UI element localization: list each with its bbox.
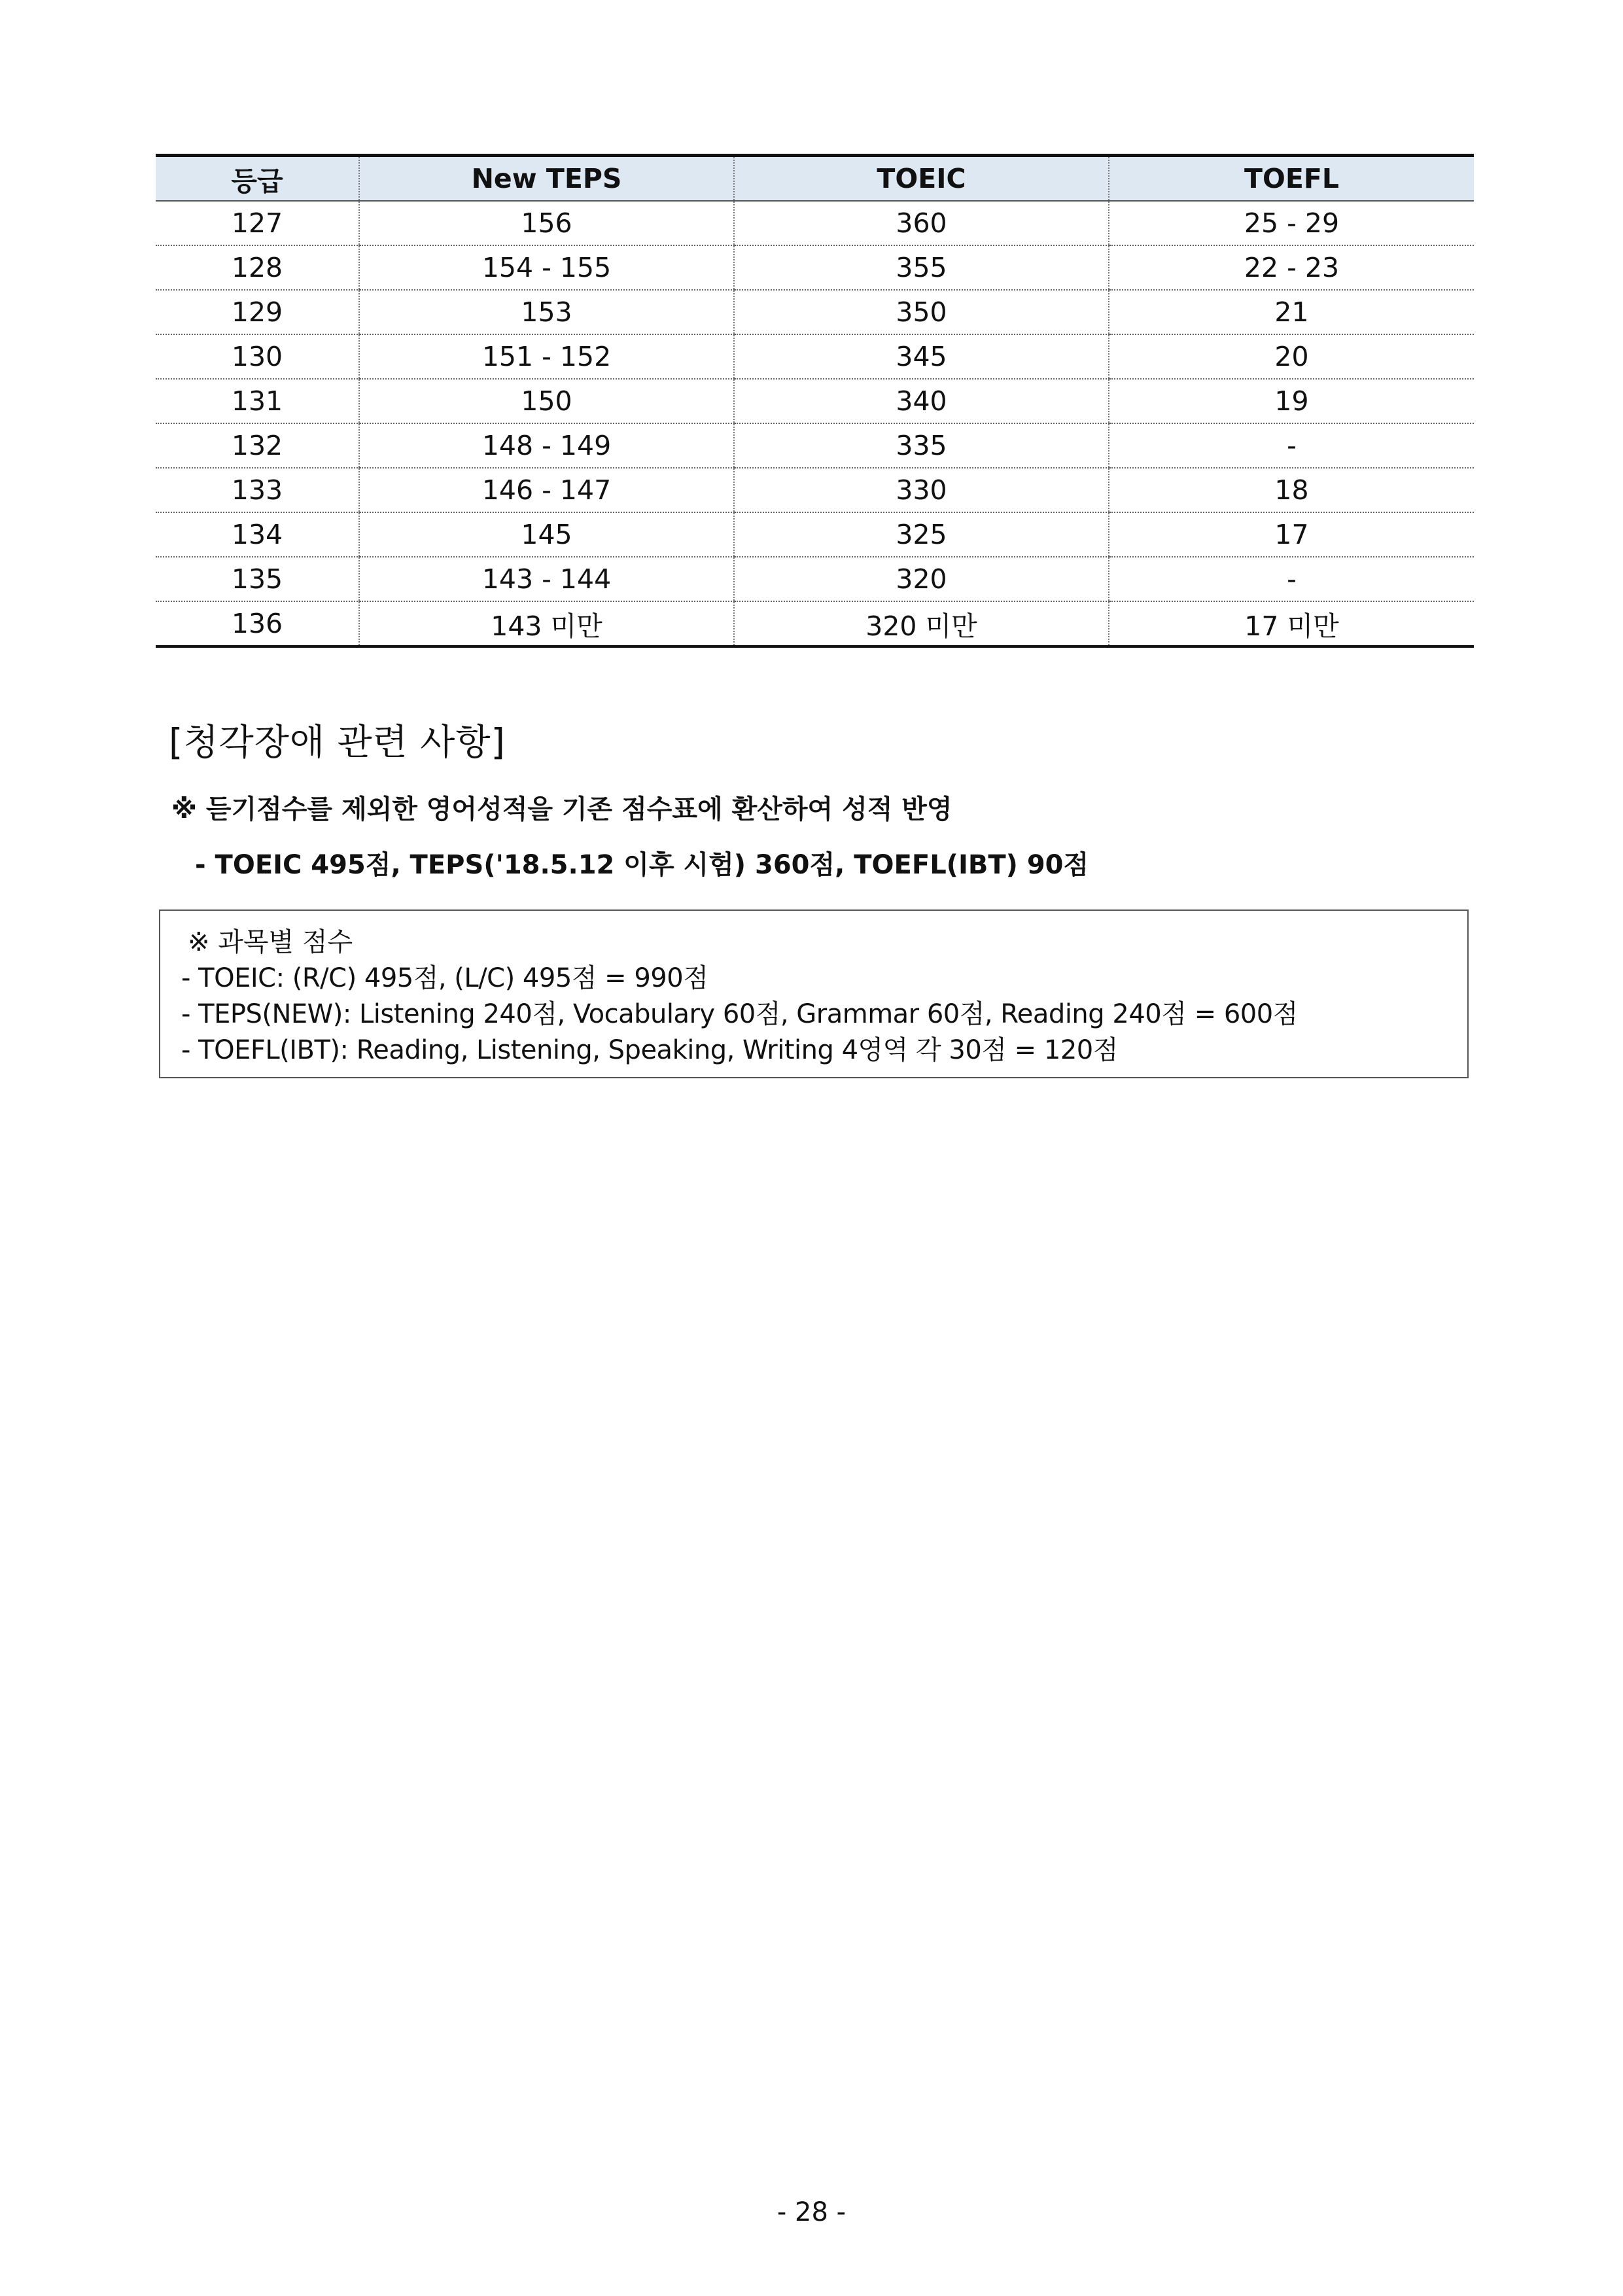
table-row — [156, 201, 1474, 245]
table-row — [156, 601, 1474, 646]
box-line-toeic: - TOEIC: (R/C) 495점, (L/C) 495점 = 990점 — [181, 963, 708, 993]
table-row — [156, 468, 1474, 512]
table-row — [156, 512, 1474, 557]
cell-toefl: 17 — [1109, 512, 1474, 557]
cell-grade: 127 — [156, 201, 359, 245]
cell-grade: 135 — [156, 557, 359, 601]
cell-new-teps: 151 - 152 — [359, 334, 734, 379]
subject-scores-box — [159, 910, 1469, 1078]
cell-grade: 128 — [156, 245, 359, 290]
cell-toeic: 340 — [734, 379, 1109, 423]
table-row — [156, 423, 1474, 468]
cell-new-teps: 150 — [359, 379, 734, 423]
cell-new-teps: 143 미만 — [359, 601, 734, 646]
cell-toeic: 320 미만 — [734, 601, 1109, 646]
section-title: [청각장애 관련 사항] — [169, 721, 506, 763]
cell-toeic: 345 — [734, 334, 1109, 379]
cell-toefl: 20 — [1109, 334, 1474, 379]
cell-toefl: - — [1109, 557, 1474, 601]
cell-grade: 134 — [156, 512, 359, 557]
score-conversion-table — [156, 154, 1474, 648]
box-line-toefl: - TOEFL(IBT): Reading, Listening, Speaking, Writing 4영역 각 30점 = 120점 — [181, 1035, 1118, 1065]
cell-new-teps: 153 — [359, 290, 734, 334]
box-line-teps: - TEPS(NEW): Listening 240점, Vocabulary 60점, Grammar 60점, Reading 240점 = 600점 — [181, 999, 1298, 1029]
table-row — [156, 334, 1474, 379]
cell-new-teps: 143 - 144 — [359, 557, 734, 601]
cell-toeic: 330 — [734, 468, 1109, 512]
cell-toefl: 21 — [1109, 290, 1474, 334]
cell-toeic: 320 — [734, 557, 1109, 601]
header-new-teps: New TEPS — [359, 156, 734, 202]
cell-grade: 132 — [156, 423, 359, 468]
cell-toeic: 350 — [734, 290, 1109, 334]
cell-grade: 131 — [156, 379, 359, 423]
cell-toeic: 325 — [734, 512, 1109, 557]
cell-toeic: 360 — [734, 201, 1109, 245]
header-toeic: TOEIC — [734, 156, 1109, 202]
cell-toefl: 17 미만 — [1109, 601, 1474, 646]
cell-toefl: 19 — [1109, 379, 1474, 423]
header-grade: 등급 — [156, 156, 359, 202]
cell-toefl: 25 - 29 — [1109, 201, 1474, 245]
table-header-row — [156, 156, 1474, 202]
table-row — [156, 379, 1474, 423]
cell-grade: 129 — [156, 290, 359, 334]
cell-grade: 130 — [156, 334, 359, 379]
table-row — [156, 557, 1474, 601]
cell-toeic: 335 — [734, 423, 1109, 468]
cell-toeic: 355 — [734, 245, 1109, 290]
cell-toefl: 22 - 23 — [1109, 245, 1474, 290]
header-toefl: TOEFL — [1109, 156, 1474, 202]
cell-new-teps: 156 — [359, 201, 734, 245]
cell-grade: 133 — [156, 468, 359, 512]
cell-new-teps: 145 — [359, 512, 734, 557]
cell-new-teps: 154 - 155 — [359, 245, 734, 290]
cell-new-teps: 146 - 147 — [359, 468, 734, 512]
cell-grade: 136 — [156, 601, 359, 646]
cell-toefl: 18 — [1109, 468, 1474, 512]
section-detail: - TOEIC 495점, TEPS('18.5.12 이후 시험) 360점, TOEFL(IBT) 90점 — [195, 850, 1089, 880]
page-number: - 28 - — [777, 2197, 846, 2227]
box-title: ※ 과목별 점수 — [188, 927, 353, 957]
table-row — [156, 245, 1474, 290]
section-note: ※ 듣기점수를 제외한 영어성적을 기존 점수표에 환산하여 성적 반영 — [171, 794, 952, 824]
table-row — [156, 290, 1474, 334]
cell-new-teps: 148 - 149 — [359, 423, 734, 468]
cell-toefl: - — [1109, 423, 1474, 468]
